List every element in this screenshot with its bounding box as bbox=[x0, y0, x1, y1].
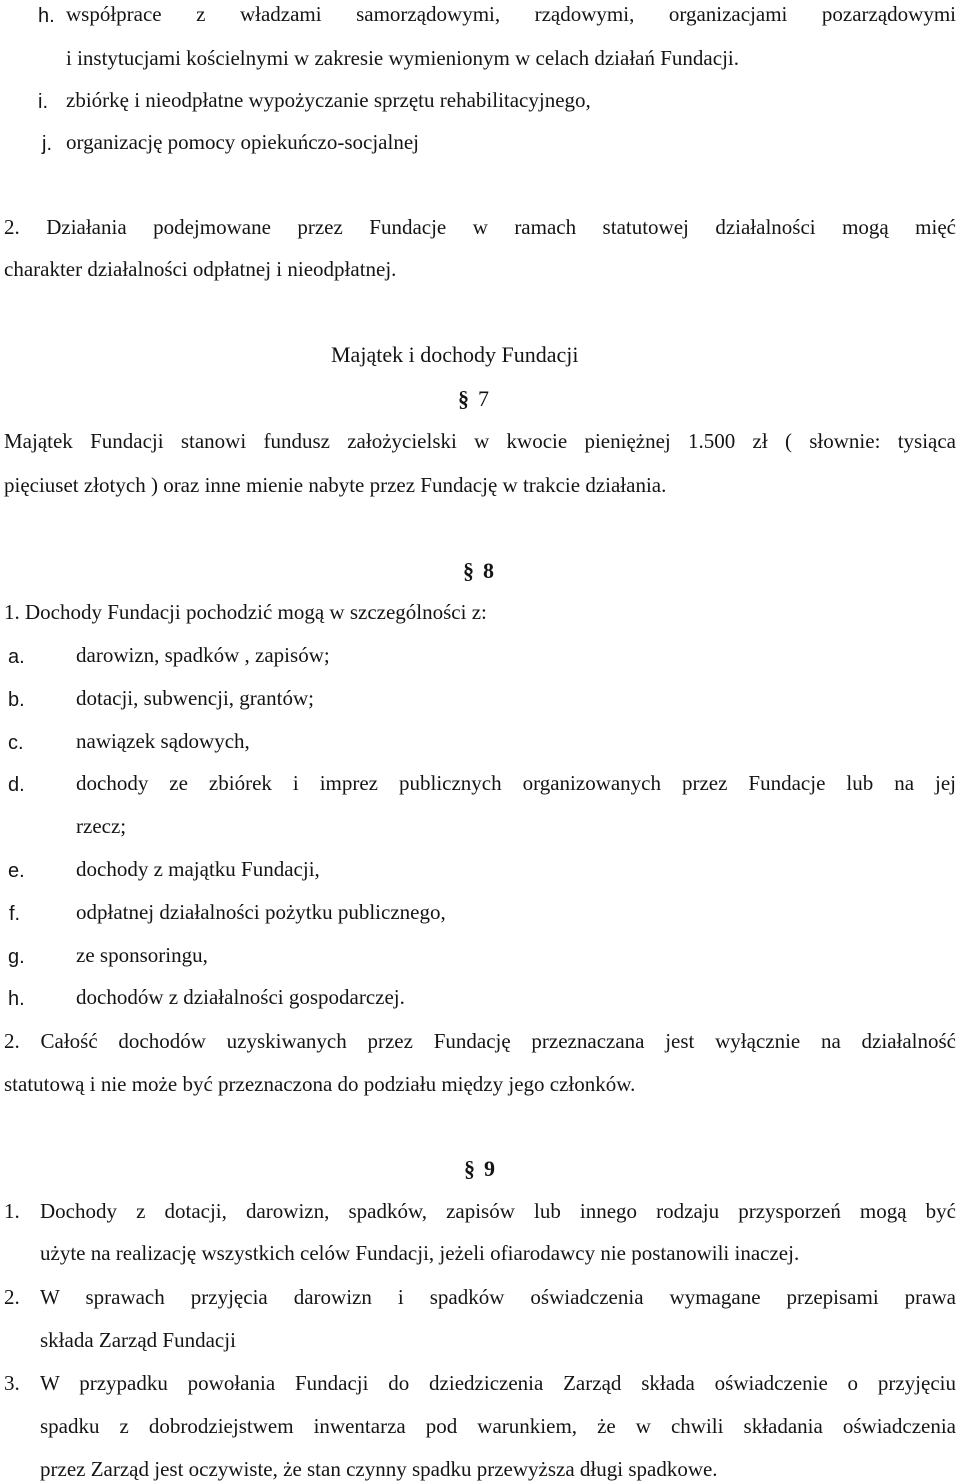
point-line: Dochody z dotacji, darowizn, spadków, zapisów lub innego rodzaju przysporzeń mogą być bbox=[40, 1199, 956, 1223]
section-intro: 1. Dochody Fundacji pochodzić mogą w szczególności z: bbox=[4, 600, 487, 624]
paragraph-line: Majątek Fundacji stanowi fundusz założycielski w kwocie pieniężnej 1.500 zł ( słownie: tysiąca bbox=[4, 429, 956, 453]
list-item-text: nawiązek sądowych, bbox=[76, 729, 250, 753]
point-line: W przypadku powołania Fundacji do dziedziczenia Zarząd składa oświadczenie o przyjęciu bbox=[40, 1371, 956, 1395]
list-marker: i. bbox=[38, 91, 48, 113]
paragraph-number: 7 bbox=[478, 386, 489, 411]
paragraph-number: 8 bbox=[483, 558, 494, 583]
list-item-text: współprace z władzami samorządowymi, rządowymi, organizacjami pozarządowymi bbox=[66, 2, 956, 26]
list-item-text: organizację pomocy opiekuńczo-socjalnej bbox=[66, 130, 419, 154]
list-item-text: ze sponsoringu, bbox=[76, 943, 208, 967]
list-item-text: i instytucjami kościelnymi w zakresie wymienionym w celach działań Fundacji. bbox=[66, 46, 739, 70]
paragraph-line: pięciuset złotych ) oraz inne mienie nabyte przez Fundację w trakcie działania. bbox=[4, 473, 667, 497]
paragraph-line: charakter działalności odpłatnej i nieodpłatnej. bbox=[4, 257, 397, 281]
list-item-text: rzecz; bbox=[76, 814, 127, 838]
list-marker: c. bbox=[8, 732, 24, 754]
point-number: 3. bbox=[4, 1371, 20, 1395]
list-marker: f. bbox=[9, 903, 21, 925]
point-line: W sprawach przyjęcia darowizn i spadków oświadczenia wymagane przepisami prawa bbox=[40, 1285, 956, 1309]
paragraph-sign: § bbox=[458, 386, 469, 411]
paragraph-sign: § bbox=[463, 558, 474, 583]
point-line: przez Zarząd jest oczywiste, że stan czynny spadku przewyższa długi spadkowe. bbox=[40, 1457, 718, 1481]
point-number: 2. bbox=[4, 1285, 20, 1309]
paragraph-line: statutową i nie może być przeznaczona do podziału między jego członków. bbox=[4, 1072, 636, 1096]
list-item-text: dotacji, subwencji, grantów; bbox=[76, 686, 314, 710]
list-marker: g. bbox=[8, 946, 25, 968]
list-marker: h. bbox=[38, 5, 55, 27]
list-item-text: odpłatnej działalności pożytku publicznego, bbox=[76, 900, 446, 924]
point-line: użyte na realizację wszystkich celów Fundacji, jeżeli ofiarodawcy nie postanowili inaczej. bbox=[40, 1241, 800, 1265]
paragraph-sign: § bbox=[464, 1156, 475, 1181]
list-marker: h. bbox=[8, 988, 25, 1010]
list-marker: e. bbox=[8, 860, 25, 882]
paragraph-line: 2. Całość dochodów uzyskiwanych przez Fundację przeznaczana jest wyłącznie na działalność bbox=[4, 1029, 956, 1053]
list-marker: b. bbox=[8, 689, 25, 711]
list-item-text: darowizn, spadków , zapisów; bbox=[76, 643, 330, 667]
list-item-text: dochody z majątku Fundacji, bbox=[76, 857, 320, 881]
paragraph-number: 9 bbox=[484, 1156, 495, 1181]
list-item-text: zbiórkę i nieodpłatne wypożyczanie sprzętu rehabilitacyjnego, bbox=[66, 88, 591, 112]
point-number: 1. bbox=[4, 1199, 20, 1223]
list-marker: d. bbox=[8, 774, 25, 796]
point-line: spadku z dobrodziejstwem inwentarza pod warunkiem, że w chwili składania oświadczenia bbox=[40, 1414, 956, 1438]
list-marker: j. bbox=[42, 133, 52, 155]
list-item-text: dochody ze zbiórek i imprez publicznych organizowanych przez Fundacje lub na jej bbox=[76, 771, 956, 795]
paragraph-line: 2. Działania podejmowane przez Fundacje w ramach statutowej działalności mogą mięć bbox=[4, 215, 956, 239]
section-heading: Majątek i dochody Fundacji bbox=[331, 342, 579, 367]
point-line: składa Zarząd Fundacji bbox=[40, 1328, 236, 1352]
list-item-text: dochodów z działalności gospodarczej. bbox=[76, 985, 405, 1009]
list-marker: a. bbox=[8, 646, 25, 668]
